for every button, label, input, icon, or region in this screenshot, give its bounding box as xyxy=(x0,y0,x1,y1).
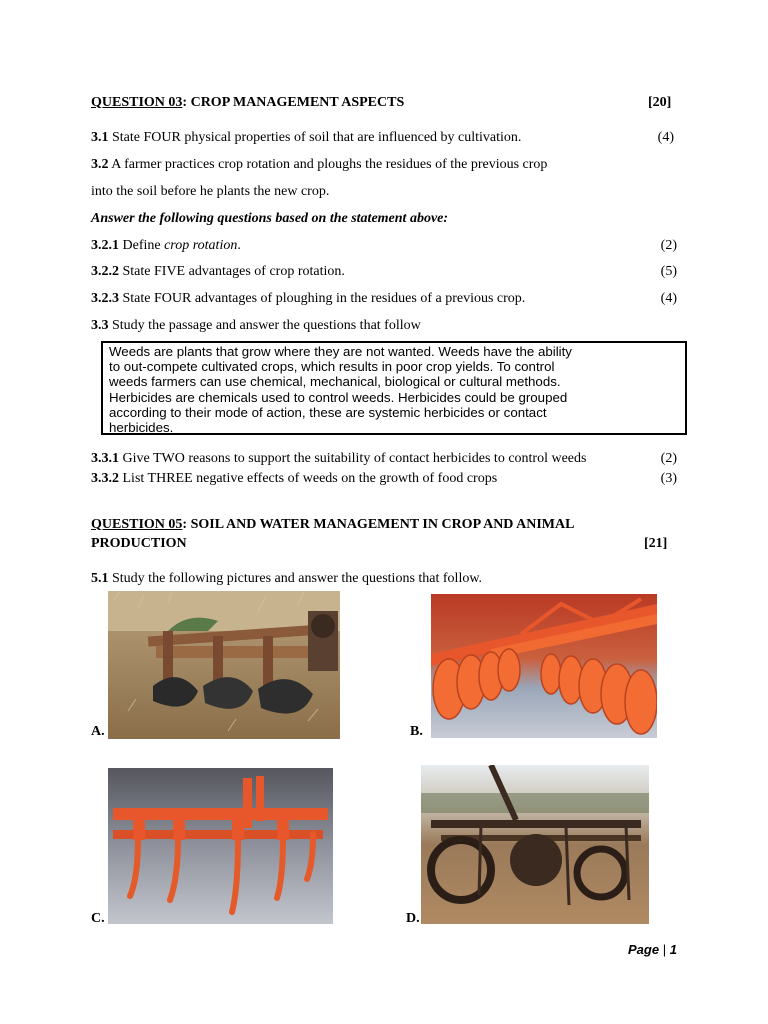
question-number: 3.2.1 xyxy=(91,238,119,253)
question-5-1 xyxy=(91,571,482,587)
page-footer xyxy=(628,942,677,957)
question-term: crop rotation xyxy=(164,238,238,253)
marks-3-3-2: (3) xyxy=(660,471,677,486)
passage-line: Herbicides are chemicals used to control weeds. Herbicides could be grouped xyxy=(109,389,568,405)
question-text: Study the passage and answer the questions that follow xyxy=(112,318,421,333)
marks-3-1: (4) xyxy=(657,130,674,145)
passage-line: to out-compete cultivated crops, which results in poor crop yields. To control xyxy=(109,359,555,375)
question-3-2-3 xyxy=(91,291,525,307)
picture-c-label xyxy=(91,911,105,927)
mouldboard-plough-photo xyxy=(108,591,340,739)
picture-b-label: B. xyxy=(410,724,423,739)
passage-box xyxy=(101,341,687,435)
question-3-title: : CROP MANAGEMENT ASPECTS xyxy=(182,95,405,110)
question-number: 5.1 xyxy=(91,571,109,586)
question-text: State FOUR physical properties of soil that are influenced by cultivation. xyxy=(112,130,522,145)
question-3-2-line1 xyxy=(91,157,547,173)
question-number: 3.1 xyxy=(91,130,109,145)
question-number: 3.2.3 xyxy=(91,291,119,306)
question-3-3-2 xyxy=(91,471,497,487)
marks-3-2-2: (5) xyxy=(660,264,677,279)
question-number: 3.2.2 xyxy=(91,264,119,279)
question-5-total: [21] xyxy=(644,536,668,551)
question-text: State FOUR advantages of ploughing in the residues of a previous crop. xyxy=(122,291,526,306)
page-separator: | xyxy=(662,942,667,957)
question-3-2-2 xyxy=(91,264,345,280)
marks-3-2-3: (4) xyxy=(660,291,677,306)
question-3-2-1 xyxy=(91,238,241,254)
question-text: A farmer practices crop rotation and ploughs the residues of the previous crop xyxy=(111,157,548,172)
marks-3-3-1: (2) xyxy=(660,451,677,466)
question-number: 3.3.2 xyxy=(91,471,119,486)
question-5-heading xyxy=(91,517,574,533)
picture-a-label: A. xyxy=(91,724,105,739)
question-number: 3.3 xyxy=(91,318,109,333)
page-word: Page xyxy=(628,942,660,957)
picture-c-label-text: C. xyxy=(91,911,105,926)
instruction: Answer the following questions based on the statement above: xyxy=(91,211,449,226)
tine-cultivator-photo xyxy=(108,768,333,924)
question-3-1 xyxy=(91,130,521,146)
passage-line: weeds farmers can use chemical, mechanical, biological or cultural methods. xyxy=(109,374,561,390)
picture-d-label xyxy=(406,911,420,927)
page-number: 1 xyxy=(669,942,677,957)
passage-line: according to their mode of action, these are systemic herbicides or contact xyxy=(109,404,547,420)
passage-line: herbicides. xyxy=(109,420,174,436)
marks-3-2-1: (2) xyxy=(660,238,677,253)
question-3-number: QUESTION 03 xyxy=(91,95,183,110)
question-text: Study the following pictures and answer the questions that follow. xyxy=(112,571,483,586)
disc-harrow-photo xyxy=(431,594,657,738)
question-text: State FIVE advantages of crop rotation. xyxy=(122,264,345,279)
question-number: 3.3.1 xyxy=(91,451,119,466)
passage-line: Weeds are plants that grow where they are not wanted. Weeds have the ability xyxy=(109,344,572,359)
question-3-total: [20] xyxy=(648,95,672,110)
question-text: Give TWO reasons to support the suitability of contact herbicides to control weeds xyxy=(122,451,587,466)
question-3-heading xyxy=(91,95,404,111)
question-punct: . xyxy=(237,238,241,253)
question-number: 3.2 xyxy=(91,157,109,172)
question-5-title: : SOIL AND WATER MANAGEMENT IN CROP AND ANIMAL xyxy=(182,517,575,532)
question-3-3 xyxy=(91,318,421,334)
picture-d-label-text: D. xyxy=(406,911,420,926)
question-5-heading-line2: PRODUCTION xyxy=(91,536,187,551)
question-3-2-line2: into the soil before he plants the new crop. xyxy=(91,184,330,199)
question-text: Define xyxy=(122,238,161,253)
field-implement-photo xyxy=(421,765,649,924)
question-3-3-1 xyxy=(91,451,586,467)
question-5-number: QUESTION 05 xyxy=(91,517,183,532)
question-text: List THREE negative effects of weeds on the growth of food crops xyxy=(122,471,498,486)
